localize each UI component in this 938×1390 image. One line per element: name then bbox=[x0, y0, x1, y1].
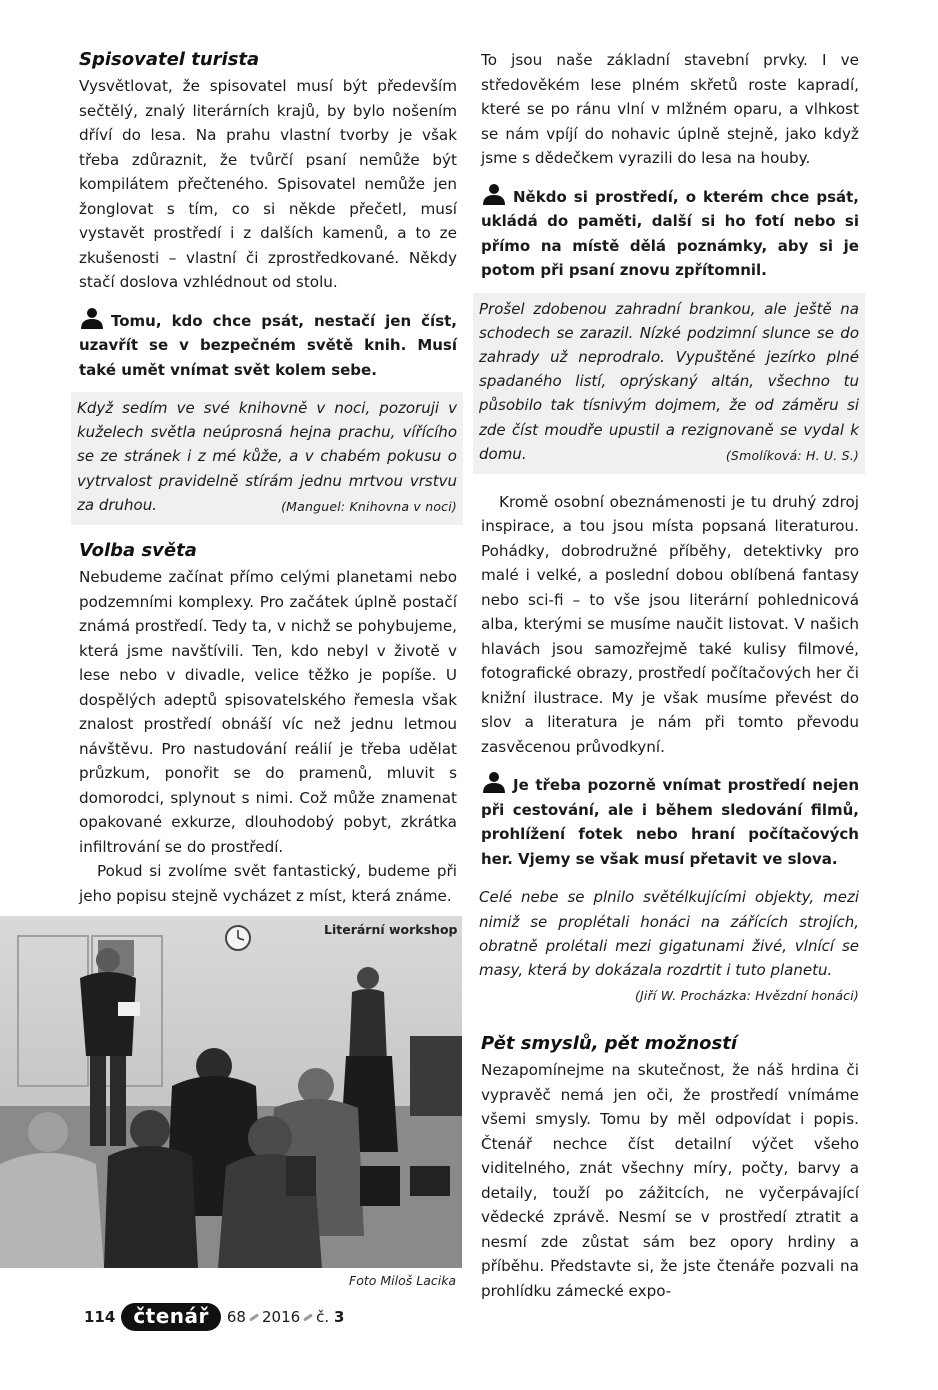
workshop-photo bbox=[0, 916, 462, 1268]
page-number: 114 bbox=[84, 1308, 116, 1326]
magazine-logo: čtenář bbox=[121, 1303, 221, 1331]
section-heading-pet-smyslu: Pět smyslů, pět možností bbox=[481, 1033, 738, 1055]
issue-number: 3 bbox=[333, 1308, 345, 1326]
paragraph-spisovatel-turista: Vysvětlovat, že spisovatel musí být především sečtělý, znalý literárních krajů, by bylo nošením dříví do lesa. Na prahu vlastní tvorby je však třeba zdůraznit, že tvůrčí psaní nemůže být kompilátem přečteného. Spisovatel nemůže jen žonglovat s tím, co si někde přečetl, musí vystavět prostředí i z dalších kamenů, a to ze zkušenosti – vlastní či zprostředkované. Někdy stačí doslova vzhlédnout od stolu. bbox=[79, 77, 457, 291]
tip-text-3: Je třeba pozorně vnímat prostředí nejen při cestování, ale i během sledování filmů, prohlížení fotek nebo hraní počítačových her. Vjemy se však musí přetavit ve slova. bbox=[481, 776, 859, 868]
paragraph-pet-smyslu: Nezapomínejme na skutečnost, že náš hrdina či vypravěč nemá jen oči, že prostředí vnímáme všemi smysly. Tomu by měl odpovídat i popis. Čtenář nechce číst detailní výčet všeho viditelného, znát všechny míry, počty, barvy a detaily, touží po zážitcích, ne vyčerpávající vědecké zprávě. Nesmí se v prostředí ztratit a nesmí zde zůstat sám bez opory hrdiny a příběhu. Představte si, že jste čtenáře pozvali na prohlídku zámecké expo- bbox=[481, 1061, 859, 1300]
person-silhouette-icon bbox=[79, 307, 105, 329]
paragraph-druhy-zdroj: Kromě osobní obeznámenosti je tu druhý zdroj inspirace, a tou jsou místa popsaná literaturou. Pohádky, dobrodružné příběhy, detektivky pro malé i velké, a poslední dobou oblíbená fantasy nebo sci-fi – to vše jsou literární pohlednicová alba, kterými se musíme naučit listovat. V našich hlavách jsou samozřejmě také kulisy filmové, fotografické obrazy, prostředí počítačových her či knižní ilustrace. My je však musíme převést do slov a literatura je nám při tomto převodu zasvěcenou průvodkyní. bbox=[481, 492, 859, 756]
workshop-photo-illustration bbox=[0, 916, 462, 1268]
tip-text-2: Někdo si prostředí, o kterém chce psát, ukládá do paměti, další si ho fotí nebo si přímo na místě dělá poznámky, aby si je potom při psaní znovu zpřítomnil. bbox=[481, 187, 859, 279]
photo-label: Literární workshop bbox=[324, 922, 458, 937]
tip-text-1: Tomu, kdo chce psát, nestačí jen číst, uzavřít se v bezpečném světě knih. Musí také umět vnímat svět kolem sebe. bbox=[79, 311, 457, 379]
left-column bbox=[79, 48, 457, 908]
tip-box-3 bbox=[481, 771, 859, 871]
section-heading-spisovatel-turista: Spisovatel turista bbox=[79, 49, 260, 70]
quote-text-1: Když sedím ve své knihovně v noci, pozoruji v kuželech světla neúprosná hejna prachu, vířícího se ze stránek i z mé kůže, a v chabém pokusu o vytrvalost pravidelně stírám jednu mrtvou vrstvu za druhou. bbox=[77, 399, 457, 514]
quote-source-1: (Manguel: Knihovna v noci) bbox=[281, 498, 457, 514]
paragraph-volba-sveta-2: Pokud si zvolíme svět fantastický, budeme při jeho popisu stejně vycházet z míst, která známe. bbox=[79, 862, 457, 905]
paragraph-volba-sveta-1: Nebudeme začínat přímo celými planetami nebo podzemními komplexy. Pro začátek úplně postačí známá prostředí. Tedy ta, v nichž se pohybujeme, která jsme navštívili. Ten, kdo nebyl v životě v lese nebo v divadle, velice těžko je popíše. U dospělých adeptů spisovatelského řemesla však znalost prostředí obnáší víc než jednu letmou návštěvu. Pro nastudování reálií je třeba udělat průzkum, ponořit se do pramenů, mluvit s domorodci, splynout s nimi. Což může znamenat opakované exkurze, dlouhodobý pobyt, zkrátka infiltrování se do prostředí. bbox=[79, 568, 457, 856]
quote-source-3: (Jiří W. Procházka: Hvězdní honáci) bbox=[634, 988, 859, 1004]
volume-number: 68 bbox=[226, 1308, 246, 1326]
section-heading-volba-sveta: Volba světa bbox=[79, 540, 197, 562]
separator-icon bbox=[303, 1313, 313, 1321]
quote-text-3: Celé nebe se plnilo světélkujícími objekty, mezi nimiž se proplétali honáci na zářících strojích, obratně prolétali mezi gigatunami živé, vlnící se masy, která by dokázala rozdrtit i tuto planetu. bbox=[479, 888, 859, 980]
issue-prefix: č. bbox=[316, 1308, 330, 1326]
quote-source-2: (Smolíková: H. U. S.) bbox=[725, 447, 859, 463]
quote-box-2 bbox=[473, 293, 865, 474]
quote-text-2: Prošel zdobenou zahradní brankou, ale ještě na schodech se zarazil. Nízké podzimní slunce se do zahrady už neprodralo. Vypuštěné jezírko plné spadaného listí, oprýskaný altán, všechno tu působilo tak tísnivým dojmem, že od záměru si zde číst moudře upustil a rezignovaně se vydal k domu. bbox=[479, 299, 859, 463]
person-silhouette-icon bbox=[481, 183, 507, 205]
photo-credit: Foto Miloš Lacika bbox=[349, 1273, 457, 1288]
issue-info bbox=[227, 1308, 345, 1326]
quote-box-3 bbox=[473, 881, 865, 1014]
page-footer bbox=[84, 1302, 344, 1332]
person-silhouette-icon bbox=[481, 771, 507, 793]
separator-icon bbox=[249, 1313, 259, 1321]
right-column bbox=[481, 48, 859, 1303]
year: 2016 bbox=[261, 1308, 301, 1326]
tip-box-1 bbox=[79, 307, 457, 383]
paragraph-stavebni-prvky: To jsou naše základní stavební prvky. I ve středověkém lese plném skřetů roste kapradí, které se po ránu vlní v mlžném oparu, a vlhkost se nám vpíjí do nohavic úplně stejně, jako když jsme s dědečkem vyrazili do lesa na houby. bbox=[481, 51, 859, 167]
quote-box-1 bbox=[71, 392, 463, 525]
tip-box-2 bbox=[481, 183, 859, 283]
